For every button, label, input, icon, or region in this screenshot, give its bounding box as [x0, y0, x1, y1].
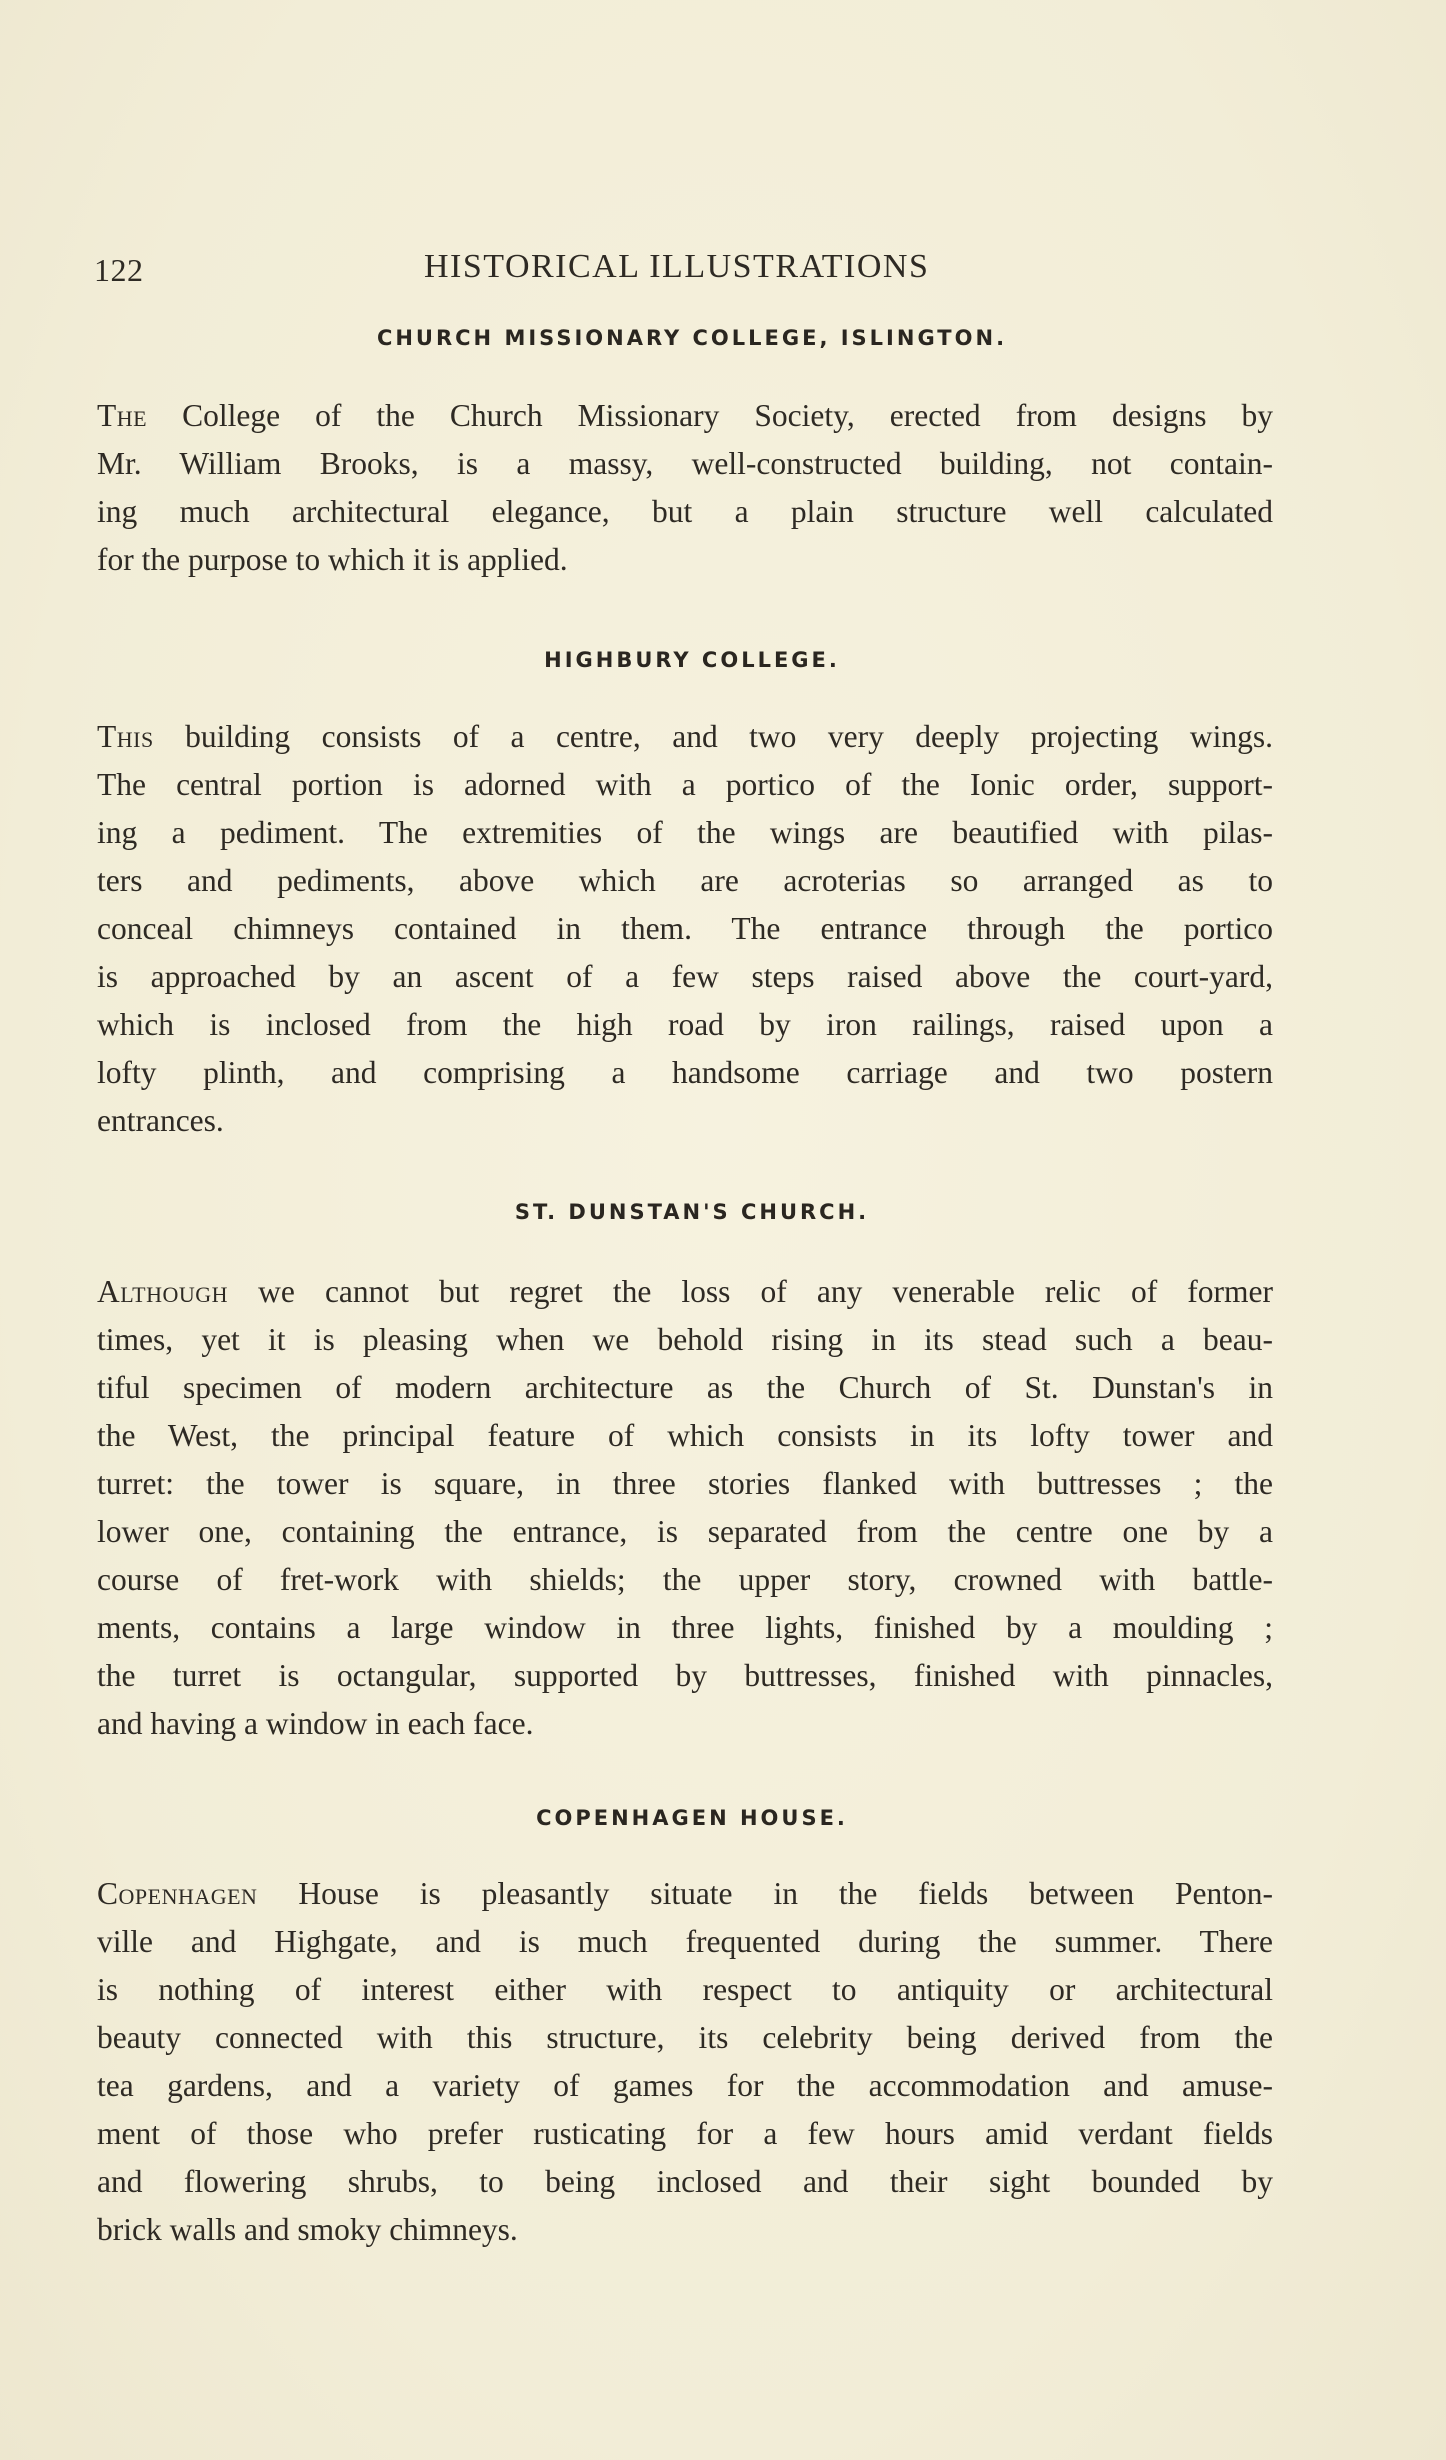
- lead-word: This: [97, 719, 154, 754]
- section-heading-st-dunstans-church: ST. DUNSTAN'S CHURCH.: [514, 1200, 870, 1224]
- paragraph-line: course of fret-work with shields; the upper story, crowned with battle-: [97, 1562, 1273, 1597]
- paragraph-copenhagen-house: [97, 1870, 1273, 2254]
- paragraph-line: ing a pediment. The extremities of the wings are beautified with pilas-: [97, 815, 1273, 850]
- paragraph-line: times, yet it is pleasing when we behold rising in its stead such a beau-: [97, 1322, 1273, 1357]
- page-number: 122: [94, 252, 144, 288]
- lead-word: Although: [97, 1274, 229, 1309]
- paragraph-line: conceal chimneys contained in them. The entrance through the portico: [97, 911, 1273, 946]
- paragraph-st-dunstans-church: [97, 1268, 1273, 1748]
- section-heading-copenhagen-house: COPENHAGEN HOUSE.: [536, 1806, 848, 1830]
- paragraph-line: tiful specimen of modern architecture as the Church of St. Dunstan's in: [97, 1370, 1273, 1405]
- paragraph-line: ing much architectural elegance, but a plain structure well calculated: [97, 494, 1273, 529]
- paragraph-line: for the purpose to which it is applied.: [97, 542, 568, 577]
- paragraph-line: brick walls and smoky chimneys.: [97, 2212, 518, 2247]
- paragraph-line: is approached by an ascent of a few steps raised above the court-yard,: [97, 959, 1273, 994]
- paragraph-line: ville and Highgate, and is much frequented during the summer. There: [97, 1924, 1273, 1959]
- section-heading-highbury-college: HIGHBURY COLLEGE.: [544, 648, 840, 672]
- paragraph-line: which is inclosed from the high road by iron railings, raised upon a: [97, 1007, 1273, 1042]
- paragraph-line: is nothing of interest either with respect to antiquity or architectural: [97, 1972, 1273, 2007]
- paragraph-line: tea gardens, and a variety of games for the accommodation and amuse-: [97, 2068, 1273, 2103]
- paragraph-line: The College of the Church Missionary Society, erected from designs by: [97, 398, 1273, 433]
- paragraph-line: Mr. William Brooks, is a massy, well-constructed building, not contain-: [97, 446, 1273, 481]
- paragraph-highbury-college: [97, 713, 1273, 1145]
- paragraph-line: ment of those who prefer rusticating for a few hours amid verdant fields: [97, 2116, 1273, 2151]
- paragraph-line: the West, the principal feature of which consists in its lofty tower and: [97, 1418, 1273, 1453]
- paragraph-line: and flowering shrubs, to being inclosed and their sight bounded by: [97, 2164, 1273, 2199]
- paragraph-line: turret: the tower is square, in three stories flanked with buttresses ; the: [97, 1466, 1273, 1501]
- paragraph-line: The central portion is adorned with a portico of the Ionic order, support-: [97, 767, 1273, 802]
- paragraph-line: and having a window in each face.: [97, 1706, 534, 1741]
- paragraph-church-missionary-college: [97, 392, 1273, 584]
- running-head: [94, 248, 1294, 296]
- paragraph-line: beauty connected with this structure, its celebrity being derived from the: [97, 2020, 1273, 2055]
- paragraph-line: the turret is octangular, supported by buttresses, finished with pinnacles,: [97, 1658, 1273, 1693]
- paragraph-line: ters and pediments, above which are acroterias so arranged as to: [97, 863, 1273, 898]
- paragraph-line: lower one, containing the entrance, is separated from the centre one by a: [97, 1514, 1273, 1549]
- running-title: HISTORICAL ILLUSTRATIONS: [424, 248, 930, 285]
- section-heading-church-missionary-college: CHURCH MISSIONARY COLLEGE, ISLINGTON.: [376, 326, 1008, 350]
- paragraph-line: entrances.: [97, 1103, 224, 1138]
- lead-word: The: [97, 398, 148, 433]
- paragraph-line: Although we cannot but regret the loss of any venerable relic of former: [97, 1274, 1273, 1309]
- paragraph-line: ments, contains a large window in three lights, finished by a moulding ;: [97, 1610, 1273, 1645]
- lead-word: Copenhagen: [97, 1876, 258, 1911]
- paragraph-line: This building consists of a centre, and two very deeply projecting wings.: [97, 719, 1273, 754]
- paragraph-line: Copenhagen House is pleasantly situate in the fields between Penton-: [97, 1876, 1273, 1911]
- paragraph-line: lofty plinth, and comprising a handsome carriage and two postern: [97, 1055, 1273, 1090]
